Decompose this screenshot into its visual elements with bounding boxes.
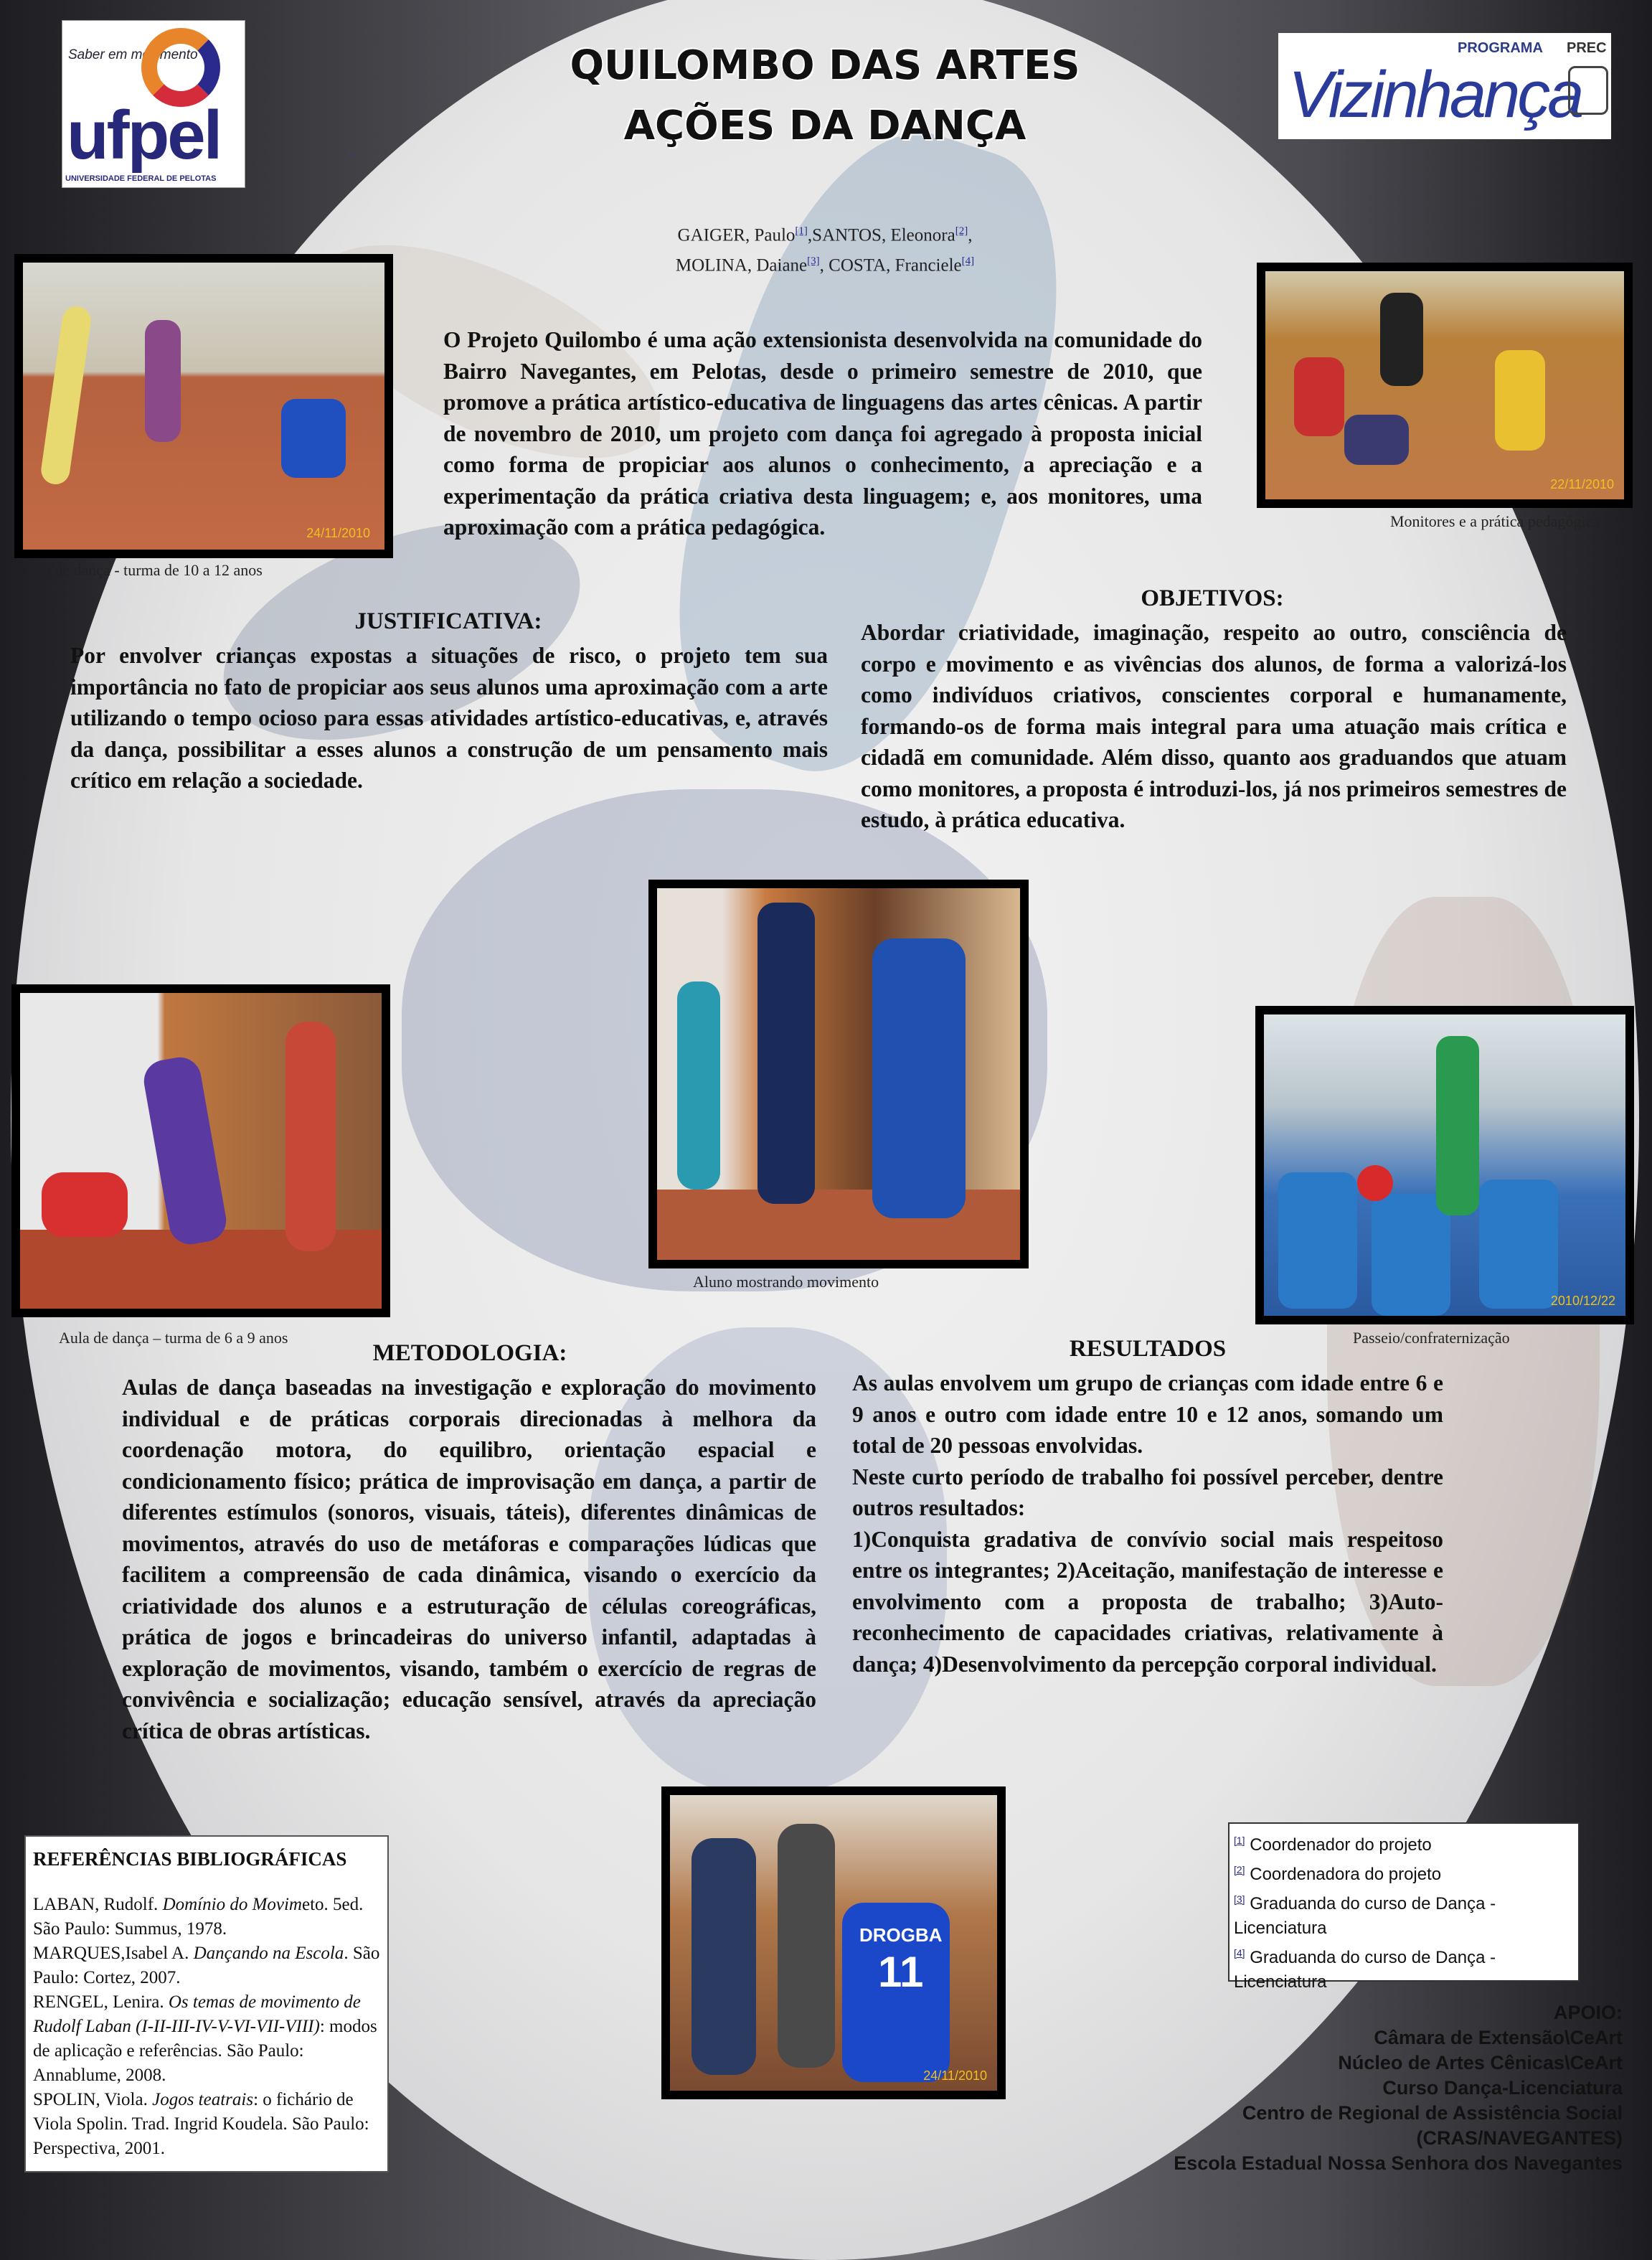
reference-title: Os temas de movimento de Rudolf Laban (I-II-III-IV-V-VI-VII-VIII) [33, 1992, 361, 2036]
footnotes-box [1228, 1822, 1580, 1992]
footnote-item [1234, 1941, 1574, 1995]
resultados-paragraph: 1)Conquista gradativa de convívio social mais respeitoso entre os integrantes; 2)Aceitação, manifestação de interesse e envolvimento com a proposta de trabalho; 3)Auto-reconhecimento de capacidades criativas, relativamente à dança; 4)Desenvolvimento da percepção corporal individual. [852, 1526, 1443, 1677]
photo-figure [1380, 293, 1423, 386]
reference-title: Jogos teatrais [152, 2090, 254, 2109]
photo-student-movement [648, 880, 1029, 1268]
reference-item [33, 1941, 380, 1990]
photo-seat [1479, 1180, 1558, 1309]
footnote-item [1234, 1858, 1574, 1887]
reference-author: LABAN, Rudolf. [33, 1895, 163, 1914]
reference-item [33, 1893, 380, 1941]
reference-details: : o fichário de Viola Spolin. Trad. Ingrid Koudela. São Paulo: Perspectiva, 2001. [33, 2090, 369, 2158]
photo-caption: Passeio/confraternização [1353, 1329, 1510, 1347]
title-line-1: QUILOMBO DAS ARTES [570, 42, 1080, 89]
support-line: Núcleo de Artes Cênicas\CeArt [1338, 2052, 1623, 2073]
intro-paragraph: O Projeto Quilombo é uma ação extensionista desenvolvida na comunidade do Bairro Navegantes, em Pelotas, desde o primeiro semestre de 2010, que promove a prática artístico-educativa de linguagens das artes cênicas. A partir de novembro de 2010, um projeto com dança foi agregado à proposta inicial como forma de propiciar aos alunos o conhecimento, a apreciação e a experimentação da prática criativa desta linguagem; e, aos monitores, uma aproximação com a prática pedagógica. [443, 327, 1202, 540]
shirt-name: DROGBA [859, 1924, 943, 1946]
photo-figure [1294, 357, 1344, 436]
footnote-anchor[interactable]: [4] [1234, 1947, 1245, 1959]
ufpel-subtitle: UNIVERSIDADE FEDERAL DE PELOTAS [65, 174, 217, 183]
photo-figure [145, 320, 181, 442]
photo-figure [778, 1824, 835, 2068]
references-box [24, 1835, 389, 2172]
ufpel-tagline: Saber em movimento [68, 47, 198, 62]
resultados-paragraph: Neste curto período de trabalho foi possível perceber, dentre outros resultados: [852, 1464, 1443, 1520]
author-4: , COSTA, Franciele [819, 255, 962, 276]
prec-seal-icon [1568, 66, 1608, 115]
reference-item [33, 2088, 380, 2161]
support-heading: APOIO: [1553, 2002, 1623, 2023]
footnote-anchor[interactable]: [2] [1234, 1864, 1245, 1875]
metodologia-text: Aulas de dança baseadas na investigação e exploração do movimento individual e de práticas corporais direcionadas à melhora da coordenação motora, do equilibro, orientação espacial e condicionamento físico; prática de improvisação em dança, a partir de diferentes estímulos (sonoros, visuais, táteis), diferentes dinâmicas de movimentos, através do uso de metáforas e comparações lúdicas que facilitem a compreensão de cada dinâmica, visando o exercício da criatividade dos alunos e a estruturação de células coreográficas, prática de jogos e brincadeiras do universo infantil, adaptadas à exploração de movimentos, visando, também o exercício de regras de convivência e socialização; educação sensível, através da apreciação crítica de obras artísticas. [122, 1375, 816, 1743]
authors [588, 218, 1062, 279]
photo-date: 2010/12/22 [1550, 1294, 1615, 1308]
photo-figure [677, 981, 720, 1190]
photo-figure [757, 903, 815, 1204]
resultados-text [852, 1367, 1443, 1680]
photo-figure [1357, 1165, 1393, 1201]
title-line-2: AÇÕES DA DANÇA [623, 103, 1026, 149]
photo-date: 24/11/2010 [306, 526, 370, 540]
photo-figure [141, 1054, 230, 1248]
reference-item [33, 1990, 380, 2088]
metodologia-heading: METODOLOGIA: [372, 1340, 567, 1366]
footnote-link-4[interactable]: [4] [961, 255, 975, 268]
photo-figure [285, 1022, 336, 1251]
photo-seat [1278, 1172, 1357, 1309]
photo-figure [39, 304, 93, 486]
footnote-text: Graduanda do curso de Dança - Licenciatura [1234, 1948, 1496, 1992]
footnote-item [1234, 1828, 1574, 1858]
photo-caption: Aula de dança - turma de 10 a 12 anos [20, 561, 263, 579]
reference-author: SPOLIN, Viola. [33, 2090, 153, 2109]
justificativa-text: Por envolver crianças expostas a situações de risco, o projeto tem sua importância no fato de propiciar aos seus alunos uma aproximação com a arte utilizando o tempo ocioso para essas atividades artístico-educativas, e, através da dança, possibilitar a esses alunos a construção de um pensamento mais crítico em relação a sociedade. [70, 643, 828, 793]
photo-date: 24/11/2010 [923, 2068, 987, 2083]
footnote-text: Coordenadora do projeto [1245, 1865, 1442, 1884]
photo-caption: Monitores e a prática pedagógica [1390, 512, 1600, 530]
author-2: ,SANTOS, Eleonora [807, 225, 955, 245]
footnote-text: Coordenador do projeto [1245, 1835, 1432, 1855]
support-line: Centro de Regional de Assistência Social [1242, 2102, 1623, 2124]
footnote-item [1234, 1887, 1574, 1941]
photo-caption: Aluno mostrando movimento [693, 1273, 879, 1291]
vizinhanca-prec: PREC [1567, 40, 1607, 56]
justificativa-heading: JUSTIFICATIVA: [354, 608, 542, 634]
photo-figure [42, 1172, 128, 1237]
author-1: GAIGER, Paulo [677, 225, 796, 245]
shirt-number: 11 [878, 1948, 924, 1996]
photo-monitors-teaching [1257, 263, 1633, 508]
reference-author: MARQUES,Isabel A. [33, 1944, 194, 1963]
vizinhanca-logo [1278, 33, 1611, 139]
photo-figure [842, 1903, 950, 2082]
poster-title [466, 36, 1184, 156]
reference-title: Domínio do Movim [162, 1895, 302, 1914]
photo-figure [692, 1838, 756, 2075]
support-line: Escola Estadual Nossa Senhora dos Navegantes [1174, 2152, 1623, 2174]
objetivos-heading: OBJETIVOS: [1141, 585, 1284, 611]
vizinhanca-programa: PROGRAMA [1458, 40, 1543, 56]
photo-figure [281, 399, 346, 478]
author-3: MOLINA, Daiane [675, 255, 808, 276]
ufpel-swirl-icon [141, 28, 220, 107]
footnote-anchor[interactable]: [3] [1234, 1893, 1245, 1905]
resultados-paragraph: As aulas envolvem um grupo de crianças com idade entre 6 e 9 anos e outro com idade entre 10 e 12 anos, somando um total de 20 pessoas envolvidas. [852, 1370, 1443, 1458]
footnote-anchor[interactable]: [1] [1234, 1835, 1245, 1846]
reference-title: Dançando na Escola [193, 1944, 344, 1963]
reference-details: . São Paulo: Cortez, 2007. [33, 1944, 380, 1987]
vizinhanca-wordmark: Vizinhança [1288, 58, 1582, 131]
objetivos-text: Abordar criatividade, imaginação, respeito ao outro, consciência de corpo e movimento e as vivências dos alunos, de forma a valorizá-los como indivíduos criativos, conscientes corporal e humanamente, formando-os de forma mais integral para uma atuação mais crítica e cidadã em comunidade. Além disso, quanto aos graduandos que atuam como monitores, a proposta é introduzi-los, já nos primeiros semestres de estudo, à prática educativa. [861, 620, 1567, 832]
photo-figure [1436, 1036, 1479, 1215]
photo-figure [1495, 350, 1545, 451]
photo-caption: Aula de dança – turma de 6 a 9 anos [59, 1329, 288, 1347]
photo-date: 22/11/2010 [1550, 477, 1614, 491]
support-line: Câmara de Extensão\CeArt [1374, 2027, 1623, 2048]
author-separator: , [968, 225, 973, 245]
reference-details: : modos de aplicação e referências. São Paulo: Annablume, 2008. [33, 2017, 377, 2085]
reference-details: eto. 5ed. São Paulo: Summus, 1978. [33, 1895, 364, 1939]
photo-group-activity [661, 1786, 1006, 2099]
footnote-link-3[interactable]: [3] [807, 255, 820, 268]
references-heading: REFERÊNCIAS BIBLIOGRÁFICAS [33, 1848, 347, 1870]
photo-dance-class-younger [11, 984, 390, 1317]
ufpel-logo [62, 20, 245, 188]
footnote-link-2[interactable]: [2] [955, 225, 968, 237]
ufpel-wordmark: ufpel [67, 97, 221, 174]
photo-figure [872, 938, 966, 1218]
support-line: Curso Dança-Licenciatura [1382, 2077, 1623, 2099]
support-section [1076, 2000, 1623, 2176]
photo-figure [1344, 415, 1409, 465]
photo-bus-trip [1255, 1006, 1634, 1324]
footnote-link-1[interactable]: [1] [795, 225, 808, 237]
footnote-text: Graduanda do curso de Dança - Licenciatura [1234, 1894, 1496, 1938]
support-line: (CRAS/NAVEGANTES) [1416, 2127, 1623, 2149]
photo-dance-class-older [14, 254, 393, 558]
reference-author: RENGEL, Lenira. [33, 1992, 169, 2012]
resultados-heading: RESULTADOS [1069, 1336, 1227, 1362]
small-link[interactable]: _ [349, 143, 354, 156]
photo-floor [657, 1190, 1020, 1260]
photo-seat [1372, 1194, 1450, 1316]
